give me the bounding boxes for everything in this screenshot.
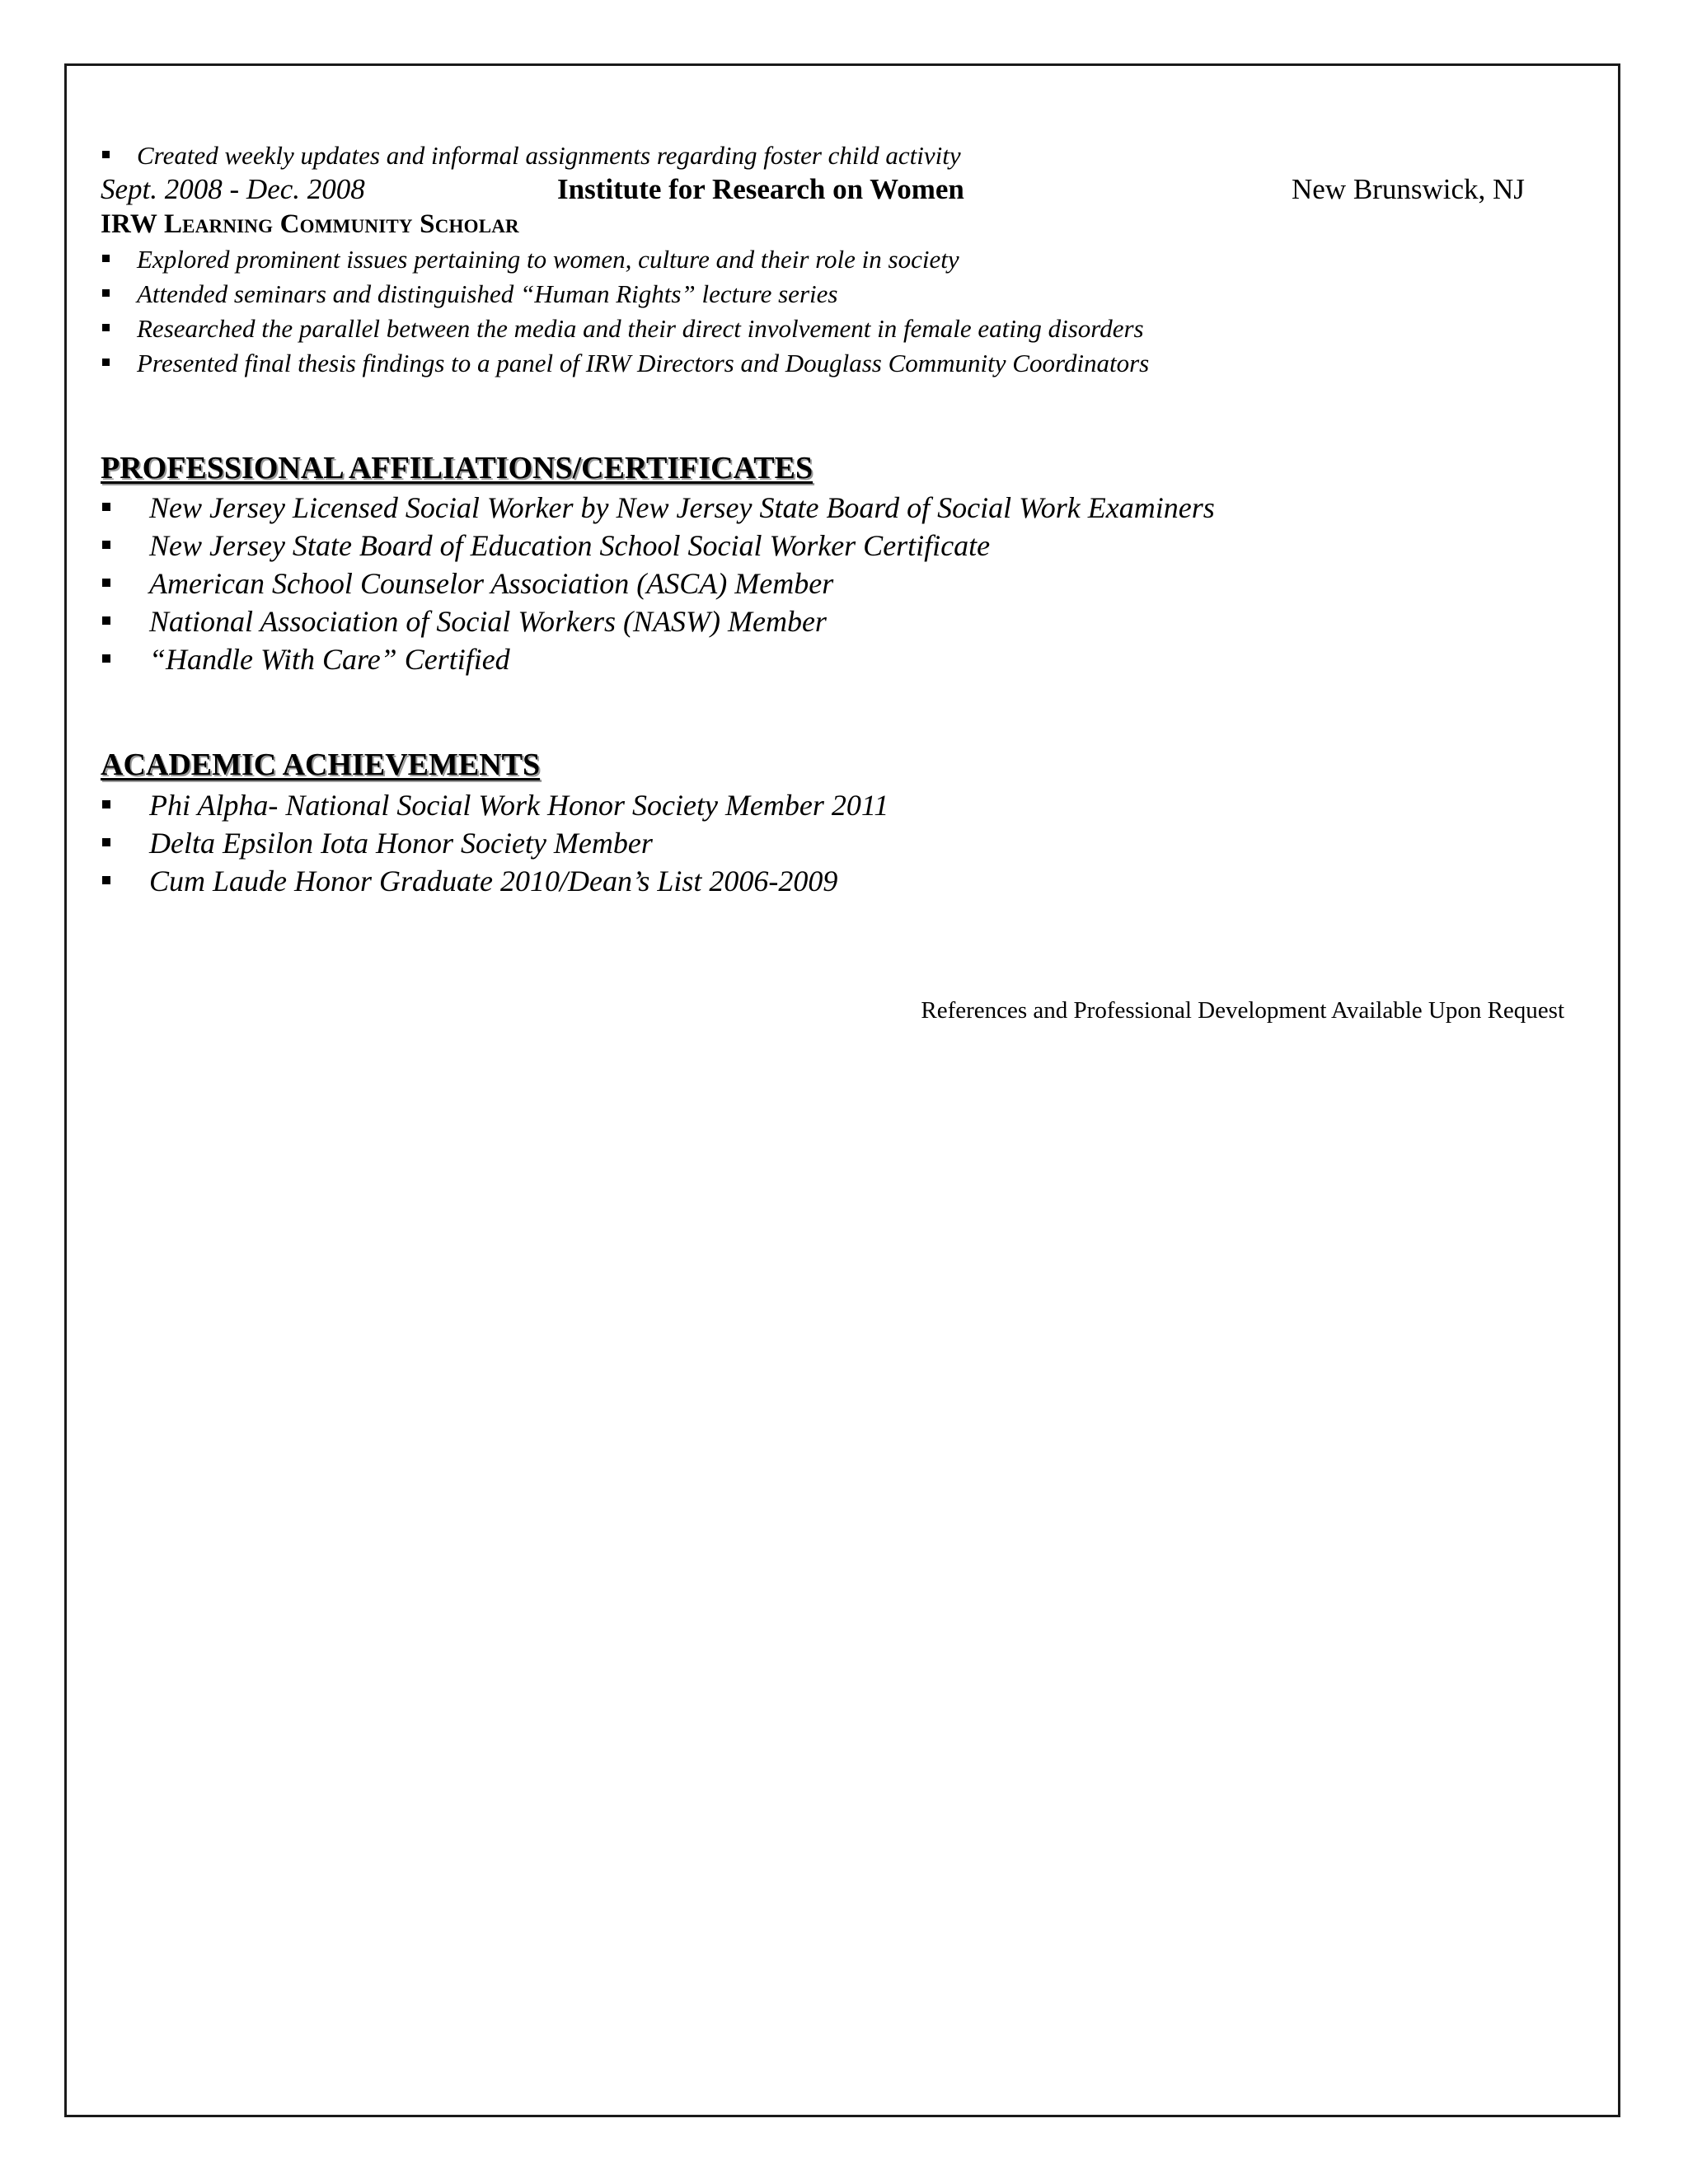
job-role-title: IRW Learning Community Scholar [101, 209, 519, 239]
affiliation-text: New Jersey State Board of Education School Social Worker Certificate [149, 529, 991, 562]
achievements-heading: ACADEMIC ACHIEVEMENTS [101, 748, 541, 782]
references-note: References and Professional Development Available Upon Request [921, 997, 1564, 1024]
affiliation-text: National Association of Social Workers (NASW) Member [149, 605, 827, 638]
affiliation-text: “Handle With Care” Certified [149, 643, 510, 676]
square-bullet-icon [102, 654, 110, 663]
square-bullet-icon [102, 324, 110, 331]
square-bullet-icon [102, 289, 110, 297]
square-bullet-icon [102, 359, 110, 366]
achievement-text: Delta Epsilon Iota Honor Society Member [149, 827, 653, 860]
square-bullet-icon [102, 876, 110, 884]
square-bullet-icon [102, 616, 110, 625]
achievement-text: Cum Laude Honor Graduate 2010/Dean’s List 2006-2009 [149, 865, 838, 898]
job-location: New Brunswick, NJ [1292, 173, 1525, 205]
achievement-text: Phi Alpha- National Social Work Honor Society Member 2011 [149, 789, 889, 822]
bullet-text: Researched the parallel between the media and their direct involvement in female eating disorders [137, 314, 1144, 343]
square-bullet-icon [102, 579, 110, 587]
square-bullet-icon [102, 503, 110, 511]
affiliation-text: American School Counselor Association (ASCA) Member [149, 567, 834, 600]
square-bullet-icon [102, 151, 110, 158]
bullet-text: Created weekly updates and informal assignments regarding foster child activity [137, 141, 961, 170]
square-bullet-icon [102, 838, 110, 846]
bullet-text: Attended seminars and distinguished “Human Rights” lecture series [137, 279, 838, 308]
bullet-text: Presented final thesis findings to a panel of IRW Directors and Douglass Community Coordinators [137, 349, 1150, 377]
affiliations-heading: PROFESSIONAL AFFILIATIONS/CERTIFICATES [101, 451, 814, 485]
square-bullet-icon [102, 255, 110, 262]
square-bullet-icon [102, 541, 110, 549]
bullet-text: Explored prominent issues pertaining to women, culture and their role in society [137, 245, 959, 274]
square-bullet-icon [102, 800, 110, 808]
job-organization: Institute for Research on Women [557, 173, 964, 205]
affiliation-text: New Jersey Licensed Social Worker by New Jersey State Board of Social Work Examiners [149, 491, 1215, 524]
job-date-range: Sept. 2008 - Dec. 2008 [101, 173, 365, 205]
